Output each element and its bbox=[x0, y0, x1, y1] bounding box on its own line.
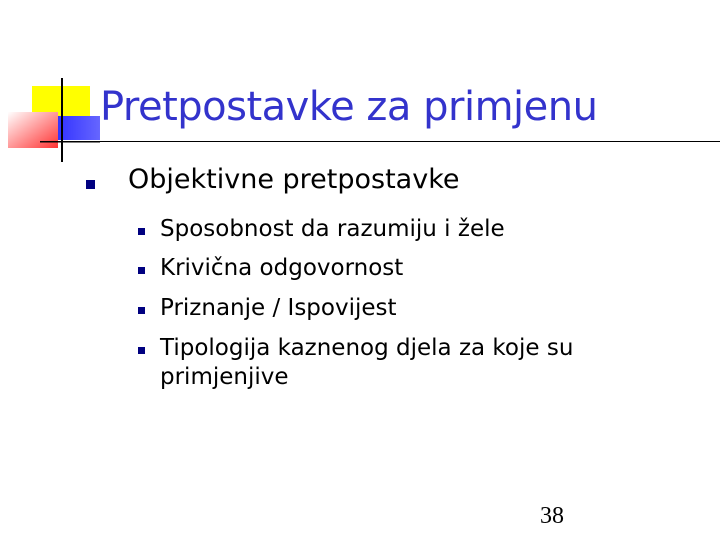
slide-title: Pretpostavke za primjenu bbox=[100, 84, 598, 130]
square-bullet-icon bbox=[138, 267, 145, 274]
square-bullet-icon bbox=[138, 228, 145, 235]
bullet-text: Tipologija kaznenog djela za koje su primjenjive bbox=[160, 335, 574, 390]
square-bullet-icon bbox=[138, 347, 145, 354]
bullet-text: Objektivne pretpostavke bbox=[128, 164, 460, 195]
page-number: 38 bbox=[540, 503, 564, 529]
square-bullet-icon bbox=[138, 307, 145, 314]
deco-blue-square bbox=[58, 116, 100, 140]
slide-decoration-logo bbox=[0, 0, 100, 170]
title-underline bbox=[40, 141, 720, 142]
bullet-text: Sposobnost da razumiju i žele bbox=[160, 216, 505, 242]
bullet-text: Krivična odgovornost bbox=[160, 255, 404, 281]
square-bullet-icon bbox=[86, 180, 95, 189]
bullet-text: Priznanje / Ispovijest bbox=[160, 295, 397, 321]
deco-red-square bbox=[8, 112, 58, 148]
